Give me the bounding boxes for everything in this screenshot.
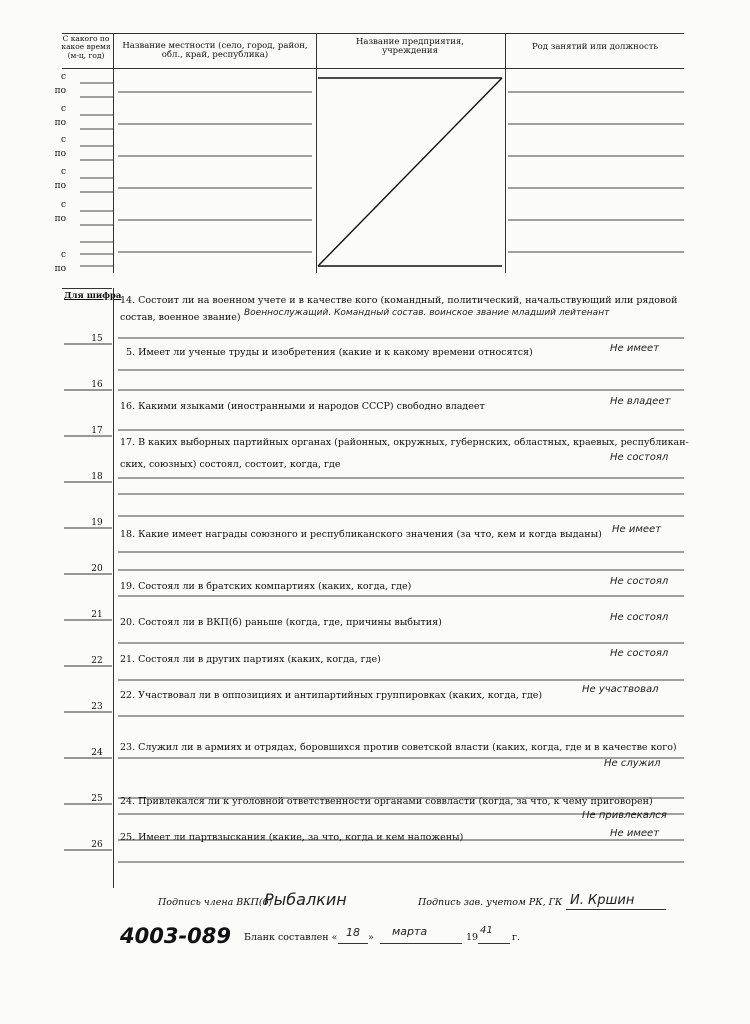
cipher-number: 24 [91, 748, 103, 758]
row-from-label: с [60, 104, 66, 114]
registrar-signature: И. Кршин [570, 893, 635, 908]
compiled-label: Бланк составлен « [244, 932, 338, 943]
row-from-label: с [60, 135, 66, 145]
column-header-enterprise: Название предприятия, учреждения [356, 37, 464, 57]
answer-25: Не имеет [610, 828, 660, 839]
row-to-label: по [54, 118, 66, 128]
question-22: 22. Участвовал ли в оппозициях и антипартийных группировках (каких, когда, где) [120, 690, 543, 701]
cipher-number: 21 [91, 610, 103, 620]
member-signature-label: Подпись члена ВКП(б) [158, 897, 273, 908]
row-from-label: с [60, 72, 66, 82]
answer-19: Не состоял [610, 576, 669, 587]
cipher-number: 16 [91, 380, 103, 390]
compiled-month: марта [392, 925, 428, 938]
answer-17: Не состоял [610, 452, 669, 463]
question-19: 19. Состоял ли в братских компартиях (каких, когда, где) [120, 581, 412, 592]
row-to-label: по [54, 264, 66, 274]
year-line [478, 943, 510, 944]
cipher-number: 23 [91, 702, 103, 712]
row-to-label: по [54, 86, 66, 96]
archive-number: 4003-089 [120, 924, 231, 948]
cipher-number: 19 [91, 518, 103, 528]
question-18: 18. Какие имеет награды союзного и республиканского значения (за что, кем и когда выданы) [120, 529, 602, 540]
table-header-bottom-border [62, 68, 684, 69]
answer-14: Военнослужащий. Командный состав. воинское звание младший лейтенант [244, 308, 610, 318]
cipher-label: Для шифра [64, 291, 122, 301]
question-16: 16. Какими языками (иностранными и народов СССР) свободно владеет [120, 401, 485, 412]
compiled-year-suffix: 41 [480, 925, 493, 936]
question-14: 14. Состоит ли на военном учете и в качестве кого (командный, политический, начальствующий или рядовой [120, 295, 678, 306]
compiled-year-prefix: 19 [466, 932, 479, 943]
cipher-number: 26 [91, 840, 103, 850]
question-17-cont: ских, союзных) состоял, состоит, когда, где [120, 459, 341, 470]
cipher-number: 20 [91, 564, 103, 574]
row-to-label: по [54, 214, 66, 224]
answer-24: Не привлекался [582, 810, 667, 821]
cipher-number: 17 [91, 426, 103, 436]
period-table-lines [60, 70, 690, 276]
question-24: 24. Привлекался ли к уголовной ответственности органами соввласти (когда, за что, к чему приговорен) [120, 796, 653, 807]
cipher-lines [60, 288, 114, 888]
compiled-year-end: г. [512, 932, 520, 943]
question-25: 25. Имеет ли партвзыскания (какие, за что, когда и кем наложены) [120, 832, 464, 843]
compiled-day-close: » [368, 932, 374, 943]
answer-15: Не имеет [610, 343, 660, 354]
cipher-number: 22 [91, 656, 103, 666]
answer-16: Не владеет [610, 396, 671, 407]
column-header-place: Название местности (село, город, район, обл., край, республика) [122, 41, 308, 61]
question-20: 20. Состоял ли в ВКП(б) раньше (когда, где, причины выбытия) [120, 617, 442, 628]
member-signature: Рыбалкин [264, 890, 347, 909]
column-header-date: С какого по какое время (м-ц, год) [61, 34, 111, 60]
row-to-label: по [54, 181, 66, 191]
column-header-occupation: Род занятий или должность [531, 42, 659, 52]
cipher-number: 15 [91, 334, 103, 344]
question-15: 5. Имеет ли ученые труды и изобретения (какие и к какому времени относятся) [126, 347, 533, 358]
registrar-signature-line [566, 909, 666, 910]
answer-22: Не участвовал [582, 684, 659, 695]
compiled-day: 18 [346, 926, 360, 939]
question-23: 23. Служил ли в армиях и отрядах, боровшихся против советской власти (каких, когда, где и в качестве кого) [120, 742, 677, 753]
row-from-label: с [60, 167, 66, 177]
question-14-cont: состав, военное звание) [120, 312, 241, 323]
table-top-border [62, 33, 684, 34]
row-to-label: по [54, 149, 66, 159]
day-line [338, 943, 368, 944]
answer-20: Не состоял [610, 612, 669, 623]
question-17: 17. В каких выборных партийных органах (районных, окружных, губернских, областных, краевых, республикан- [120, 437, 689, 448]
cipher-number: 18 [91, 472, 103, 482]
answer-23: Не служил [604, 758, 661, 769]
question-21: 21. Состоял ли в других партиях (каких, когда, где) [120, 654, 381, 665]
row-from-label: с [60, 200, 66, 210]
cipher-number: 25 [91, 794, 103, 804]
row-from-label: с [60, 250, 66, 260]
answer-21: Не состоял [610, 648, 669, 659]
answer-18: Не имеет [612, 524, 662, 535]
registrar-signature-label: Подпись зав. учетом РК, ГК [418, 897, 563, 908]
month-line [380, 943, 462, 944]
